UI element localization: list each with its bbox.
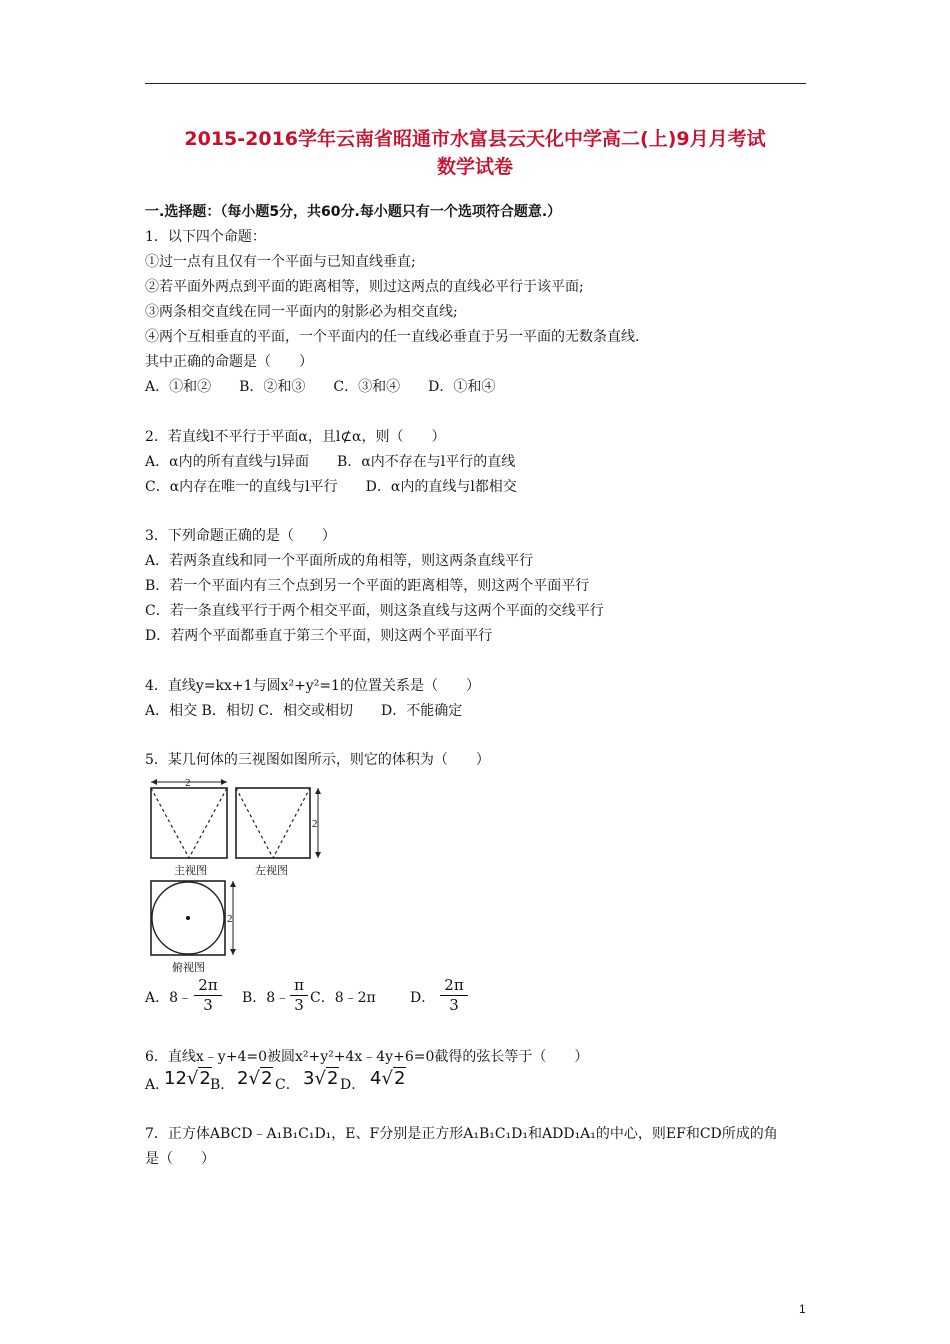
- fraction-numerator: π: [294, 976, 304, 994]
- q3-option-c: C．若一条直线平行于两个相交平面，则这条直线与这两个平面的交线平行: [145, 603, 604, 619]
- coefficient: 3: [303, 1068, 315, 1089]
- q6-option-a-value: 12√2: [164, 1068, 211, 1089]
- q5-option-c: C．8﹣2π: [310, 990, 376, 1006]
- page-number: 1: [799, 1302, 806, 1316]
- q1-stem: 1．以下四个命题：: [145, 229, 266, 245]
- q3-stem: 3．下列命题正确的是（ ）: [145, 528, 336, 544]
- header-rule: [145, 83, 806, 84]
- q1-statement-4: ④两个互相垂直的平面，一个平面内的任一直线必垂直于另一平面的无数条直线.: [145, 329, 640, 345]
- q2-options-ab: A．α内的所有直线与l异面 B．α内不存在与l平行的直线: [145, 454, 516, 470]
- q6-option-c-value: 3√2: [303, 1068, 339, 1089]
- section-heading: 一.选择题：（每小题5分，共60分.每小题只有一个选项符合题意.）: [145, 204, 562, 220]
- radicand: 2: [260, 1068, 273, 1089]
- fraction-numerator: 2π: [198, 976, 218, 994]
- front-view-label: 主视图: [174, 864, 207, 877]
- q1-statement-2: ②若平面外两点到平面的距离相等，则过这两点的直线必平行于该平面;: [145, 279, 584, 295]
- q3-option-d: D．若两个平面都垂直于第三个平面，则这两个平面平行: [145, 628, 493, 644]
- radicand: 2: [393, 1068, 406, 1089]
- q5-option-a-fraction: [194, 977, 222, 1014]
- q6-option-a-label: A．: [145, 1077, 170, 1093]
- q3-option-b: B．若一个平面内有三个点到另一个平面的距离相等，则这两个平面平行: [145, 578, 590, 594]
- q4-options: A．相交 B．相切 C．相交或相切 D．不能确定: [145, 703, 463, 719]
- left-view: [236, 788, 321, 858]
- q3-option-a: A．若两条直线和同一个平面所成的角相等，则这两条直线平行: [145, 553, 534, 569]
- fraction-denominator: 3: [449, 996, 459, 1014]
- q5-option-b-fraction: [290, 977, 308, 1014]
- q6-option-d-label: D．: [340, 1077, 366, 1093]
- fraction-denominator: 3: [294, 996, 304, 1014]
- q6-option-c-label: C．: [275, 1077, 300, 1093]
- coefficient: 4: [370, 1068, 382, 1089]
- q6-stem: 6．直线x﹣y+4=0被圆x²+y²+4x﹣4y+6=0截得的弦长等于（ ）: [145, 1049, 589, 1065]
- q1-options: A．①和② B．②和③ C．③和④ D．①和④: [145, 379, 496, 395]
- q5-option-b-prefix: B．8﹣: [242, 990, 290, 1006]
- q1-statement-3: ③两条相交直线在同一平面内的射影必为相交直线;: [145, 304, 458, 320]
- q5-option-d-prefix: D．: [410, 990, 436, 1006]
- left-view-label: 左视图: [255, 864, 288, 877]
- coefficient: 12: [164, 1068, 187, 1089]
- radicand: 2: [199, 1068, 211, 1089]
- q6-option-b-value: 2√2: [237, 1068, 273, 1089]
- top-view: [151, 881, 236, 955]
- fraction-numerator: 2π: [444, 976, 464, 994]
- three-view-figure: [145, 776, 345, 976]
- q5-stem: 5．某几何体的三视图如图所示，则它的体积为（ ）: [145, 752, 490, 768]
- title-line-1: 2015-2016学年云南省昭通市水富县云天化中学高二(上)9月月考试: [184, 128, 766, 150]
- q1-ask: 其中正确的命题是（ ）: [145, 354, 313, 370]
- q5-option-a-prefix: A．8﹣: [145, 990, 193, 1006]
- left-view-dimension: 2: [312, 818, 318, 830]
- title-line-2: 数学试卷: [436, 156, 513, 178]
- front-view-dimension: 2: [185, 777, 191, 789]
- q7-line-2: 是（ ）: [145, 1151, 215, 1167]
- coefficient: 2: [237, 1068, 249, 1089]
- q2-stem: 2．若直线l不平行于平面α，且l⊄α，则（ ）: [145, 429, 446, 445]
- q1-statement-1: ①过一点有且仅有一个平面与已知直线垂直;: [145, 254, 416, 270]
- fraction-denominator: 3: [203, 996, 213, 1014]
- q2-options-cd: C．α内存在唯一的直线与l平行 D．α内的直线与l都相交: [145, 479, 517, 495]
- radicand: 2: [326, 1068, 339, 1089]
- front-view: [151, 779, 227, 858]
- q5-option-d-fraction: [440, 977, 468, 1014]
- top-view-dimension: 2: [227, 913, 233, 925]
- top-view-label: 俯视图: [172, 961, 205, 974]
- q4-stem: 4．直线y=kx+1与圆x²+y²=1的位置关系是（ ）: [145, 678, 480, 694]
- q6-option-d-value: 4√2: [370, 1068, 406, 1089]
- q6-option-b-label: B．: [210, 1077, 235, 1093]
- q7-line-1: 7．正方体ABCD﹣A₁B₁C₁D₁，E、F分别是正方形A₁B₁C₁D₁和ADD₁A₁的中心，则EF和CD所成的角: [145, 1126, 778, 1142]
